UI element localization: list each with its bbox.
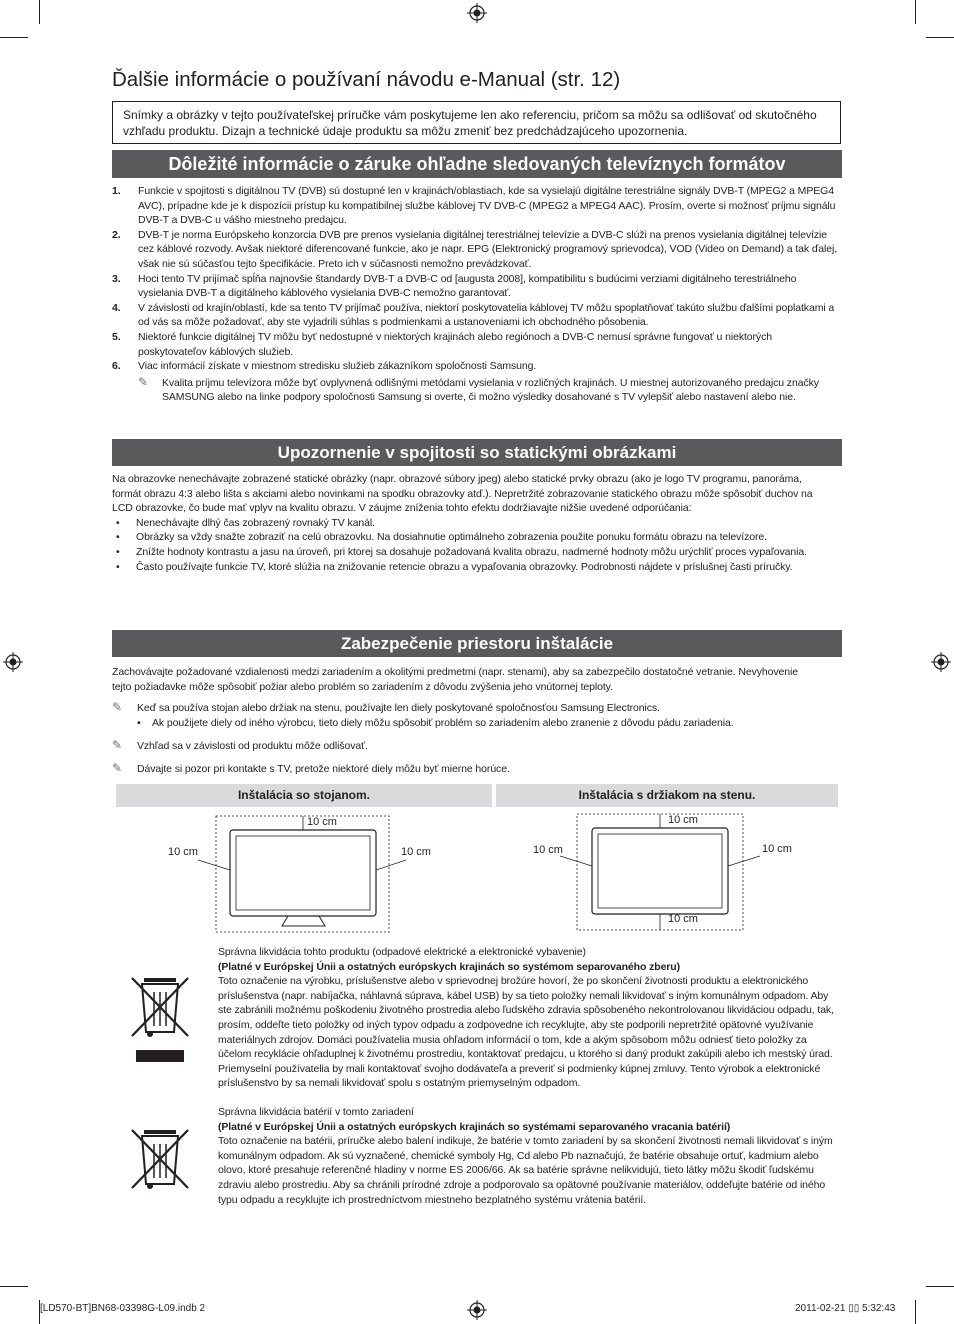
disclaimer-box: Snímky a obrázky v tejto používateľskej príručke vám poskytujeme len ako referenciu, pričom sa môžu sa odlišovať od skutočného vzhľadu produktu. Dizajn a technické údaje produktu sa môžu zmeniť bez predchádzajúceho upozornenia. <box>112 101 841 144</box>
item-number: 6. <box>112 360 121 373</box>
dimension-label: 10 cm <box>668 913 698 925</box>
dimension-label: 10 cm <box>168 846 198 858</box>
battery-disposal-heading: Správna likvidácia batérií v tomto zariadení <box>218 1106 414 1118</box>
dimension-label: 10 cm <box>401 846 431 858</box>
list-item: • Často používajte funkcie TV, ktoré slúžia na znižovanie retencie obrazu a vypaľovania obrazovky. Podrobnosti nájdete v príslušnej časti príručky. <box>112 560 817 575</box>
list-item: • Ak použijete diely od iného výrobcu, tieto diely môžu spôsobiť problém so zariadením alebo zranenie z dôvodu pádu zariadenia. <box>112 716 842 731</box>
crop-mark <box>0 1286 28 1287</box>
section-intro: Zachovávajte požadované vzdialenosti medzi zariadením a okolitými predmetmi (napr. stenami), aby sa zabezpečilo dostatočné vetranie. Nevyhovenie tejto požiadavke môže spôsobiť požiar alebo problém so zariadením z dôvodu zvýšenia jeho vnútornej teploty. <box>112 666 798 693</box>
registration-mark-icon <box>3 652 23 672</box>
note-paragraph <box>112 376 842 405</box>
battery-disposal-subheading: (Platné v Európskej Únii a ostatných európskych krajinách so systémami separovaného vracania batérií) <box>218 1120 731 1133</box>
dimension-label: 10 cm <box>762 843 792 855</box>
item-text: Niektoré funkcie digitálnej TV môžu byť nedostupné v niektorých krajinách alebo regiónoch a DVB-C nemusí správne fungovať u niektorých poskytovateľov káblových služieb. <box>138 330 772 358</box>
crop-mark <box>39 0 40 24</box>
pencil-note-icon: ✎ <box>112 738 122 752</box>
note-paragraph <box>112 762 842 777</box>
item-number: 3. <box>112 272 121 285</box>
crop-mark <box>915 1300 916 1324</box>
item-number: 1. <box>112 185 121 197</box>
stand-installation-header: Inštalácia so stojanom. <box>116 784 492 807</box>
registration-mark-icon <box>467 1300 487 1320</box>
footer-file-name: [LD570-BT]BN68-03398G-L09.indb 2 <box>40 1303 206 1314</box>
dimension-label: 10 cm <box>533 844 563 856</box>
static-images-section <box>112 472 817 574</box>
stand-installation-diagram <box>160 812 450 934</box>
crop-mark <box>0 37 28 38</box>
crossed-out-bin-battery-icon <box>124 1122 196 1194</box>
item-text: Hoci tento TV prijímač spĺňa najnovšie štandardy DVB-T a DVB-C od [augusta 2008], kompatibilitu s budúcimi verziami digitálneho terestriálneho vysielania DVB-T a digitálneho káblového vysielania DVB-C nemožno garantovať. <box>138 272 797 300</box>
dimension-label: 10 cm <box>307 816 337 828</box>
battery-disposal-text: Toto označenie na batérii, príručke alebo balení indikuje, že batérie v tomto zariadení by sa skončení životnosti nemali likvidovať s iným komunálnym odpadom. Ak sú vyznačené, chemické symboly Hg, Cd alebo Pb naznačujú, že batérie obsahuje ortuť, kadmium alebo olovo, ktoré presahuje referenčné hladiny v norme ES 2006/66. Ak sa batérie správne nelikvidujú, tieto látky môžu škodiť ľudskému zdraviu alebo prostrediu. Aby sa chránili prírodné zdroje a podporovalo sa opätovné používanie materiálov, oddeľujte batérie od iného typu odpadu a recyklujte ich prostredníctvom miestneho bezplatného systému vrátenia batérií. <box>218 1135 833 1206</box>
note-text: Kvalita príjmu televízora môže byť ovplyvnená odlišnými metódami vysielania v rozličných krajinách. U miestnej autorizovaného predajcu značky SAMSUNG alebo na linke podpory spoločnosti Samsung si overte, či možno výsledky dosahované s TV vylepšiť alebo nastavení alebo nie. <box>162 376 819 404</box>
list-item <box>112 330 842 359</box>
list-item <box>112 184 842 228</box>
pencil-note-icon: ✎ <box>112 700 122 714</box>
note-paragraph <box>112 739 842 754</box>
page-title: Ďalšie informácie o používaní návodu e-Manual (str. 12) <box>112 68 621 91</box>
section-heading-warranty: Dôležité informácie o záruke ohľadne sledovaných televíznych formátov <box>112 150 842 178</box>
list-item: • Nenechávajte dlhý čas zobrazený rovnaký TV kanál. <box>112 516 817 531</box>
note-paragraph <box>112 701 842 730</box>
product-disposal-subheading: (Platné v Európskej Únii a ostatných európskych krajinách so systémom separovaného zberu) <box>218 960 681 973</box>
item-text: Funkcie v spojitosti s digitálnou TV (DVB) sú dostupné len v krajinách/oblastiach, kde sa vysielajú digitálne terestriálne signály DVB-T (MPEG2 a MPEG4 AVC), prípadne kde je k dispozícii prístup ku kompatibilnej službe káblovej TV DVB-C (MPEG2 a MPEG4 AAC). Prosím, overte si možnosť príjmu signálu DVB-T a DVB-C u vášho miestneho predajcu. <box>138 185 836 227</box>
item-text: Viac informácií získate v miestnom stredisku služieb zákazníkom spoločnosti Samsung. <box>138 360 537 373</box>
note-text: Vzhľad sa v závislosti od produktu môže odlišovať. <box>137 740 368 752</box>
note-text: Dávajte si pozor pri kontakte s TV, pretože niektoré diely môžu byť mierne horúce. <box>137 763 510 775</box>
bullet-list <box>112 516 817 574</box>
list-item <box>112 228 842 272</box>
item-number: 4. <box>112 301 121 314</box>
numbered-list <box>112 184 842 405</box>
item-text: DVB-T je norma Európskeho konzorcia DVB pre prenos vysielania digitálnej terestriálnej televízie a DVB-C slúži na prenos vysielania digitálnej televízie cez káblové rozvody. Avšak niektoré diferencované funkcie, ako je napr. EPG (Elektronický programový sprievodca), VOD (Video on Demand) a tak ďalej, však nie sú súčasťou tejto špecifikácie. Preto ich v súčasnosti nemožno prevádzkovať. <box>138 228 838 270</box>
dimension-label: 10 cm <box>668 814 698 826</box>
footer-timestamp: 2011-02-21 ▯▯ 5:32:43 <box>795 1303 896 1314</box>
item-number: 5. <box>112 330 121 343</box>
section-heading-static-images: Upozornenie v spojitosti so statickými obrázkami <box>112 439 842 466</box>
pencil-note-icon: ✎ <box>138 374 148 389</box>
product-disposal-heading: Správna likvidácia tohto produktu (odpadové elektrické a elektronické vybavenie) <box>218 946 586 958</box>
registration-mark-icon <box>467 3 487 23</box>
list-item: • Znížte hodnoty kontrastu a jasu na úroveň, pri ktorej sa dosahuje požadovaná kvalita obrazu, nadmerné hodnoty môžu urýchliť proces vypaľovania. <box>112 545 817 560</box>
crossed-out-wheelie-bin-icon <box>124 970 196 1066</box>
bullet-list <box>112 716 842 731</box>
wall-installation-header: Inštalácia s držiakom na stenu. <box>496 784 838 807</box>
crop-mark <box>926 37 954 38</box>
section-intro: Na obrazovke nenechávajte zobrazené statické obrázky (napr. obrazové súbory jpeg) alebo statické prvky obrazu (ako je logo TV programu, panoráma, formát obrazu 4:3 alebo lišta s akciami alebo novinkami na spodku obrazovky atď.). Nepretržité zobrazovanie statického obrazu môže spôsobiť duchov na LCD obrazovke, čo bude mať vplyv na kvalitu obrazu. V záujme zníženia tohto efektu dodržiavajte nižšie uvedené odporúčania: <box>112 473 813 515</box>
list-item: • Obrázky sa vždy snažte zobraziť na celú obrazovku. Na dosiahnutie optimálneho zobrazenia použite ponuku formátu obrazu na televízore. <box>112 530 817 545</box>
list-item <box>112 301 842 330</box>
pencil-note-icon: ✎ <box>112 761 122 775</box>
product-disposal-text: Toto označenie na výrobku, príslušenstve alebo v sprievodnej brožúre hovorí, že po skončení životnosti produktu a elektronického príslušenstva (napr. nabíjačka, náhlavná súprava, kábel USB) by sa tieto položky nemali likvidovať s iným komunálnym odpadom. Aby ste zabránili možnému poškodeniu životného prostredia alebo ľudského zdravia spôsobeného nekontrolovanou likvidáciou odpadu, tak, prosím, oddeľte tieto položky od iných typov odpadu a zodpovedne ich recyklujte, aby ste podporili nepretržité opätovné využívanie materiálnych zdrojov. Domáci používatelia musia ohľadom informácií o tom, kde a akým spôsobom môžu odniesť tieto položky za účelom recyklácie ohľaduplnej k životnému prostrediu, kontaktovať predajcu, u ktorého si daný produkt zakúpili alebo ich mestský úrad. Priemyselní používatelia by mali kontaktovať svojho dodávateľa a preveriť si podmienky kúpnej zmluvy. Tento výrobok a elektronické príslušenstvo by sa nemali likvidovať spolu s ostatným priemyselným odpadom. <box>218 975 834 1090</box>
registration-mark-icon <box>931 652 951 672</box>
list-item <box>112 359 842 374</box>
product-disposal-section <box>218 945 838 1091</box>
battery-disposal-section <box>218 1105 838 1207</box>
item-number: 2. <box>112 228 121 241</box>
item-text: V závislosti od krajín/oblastí, kde sa tento TV prijímač používa, niektorí poskytovatelia káblovej TV môžu spoplatňovať takúto službu ďalšími poplatkami a od vás sa môže požadovať, aby ste vyjadrili súhlas s podmienkami a ustanoveniami ich obchodného pôsobenia. <box>138 301 835 329</box>
section-heading-installation-space: Zabezpečenie priestoru inštalácie <box>112 630 842 657</box>
crop-mark <box>915 0 916 24</box>
note-text: Keď sa používa stojan alebo držiak na stenu, používajte len diely poskytované spoločnosťou Samsung Electronics. <box>137 702 660 714</box>
crop-mark <box>926 1286 954 1287</box>
list-item <box>112 272 842 301</box>
